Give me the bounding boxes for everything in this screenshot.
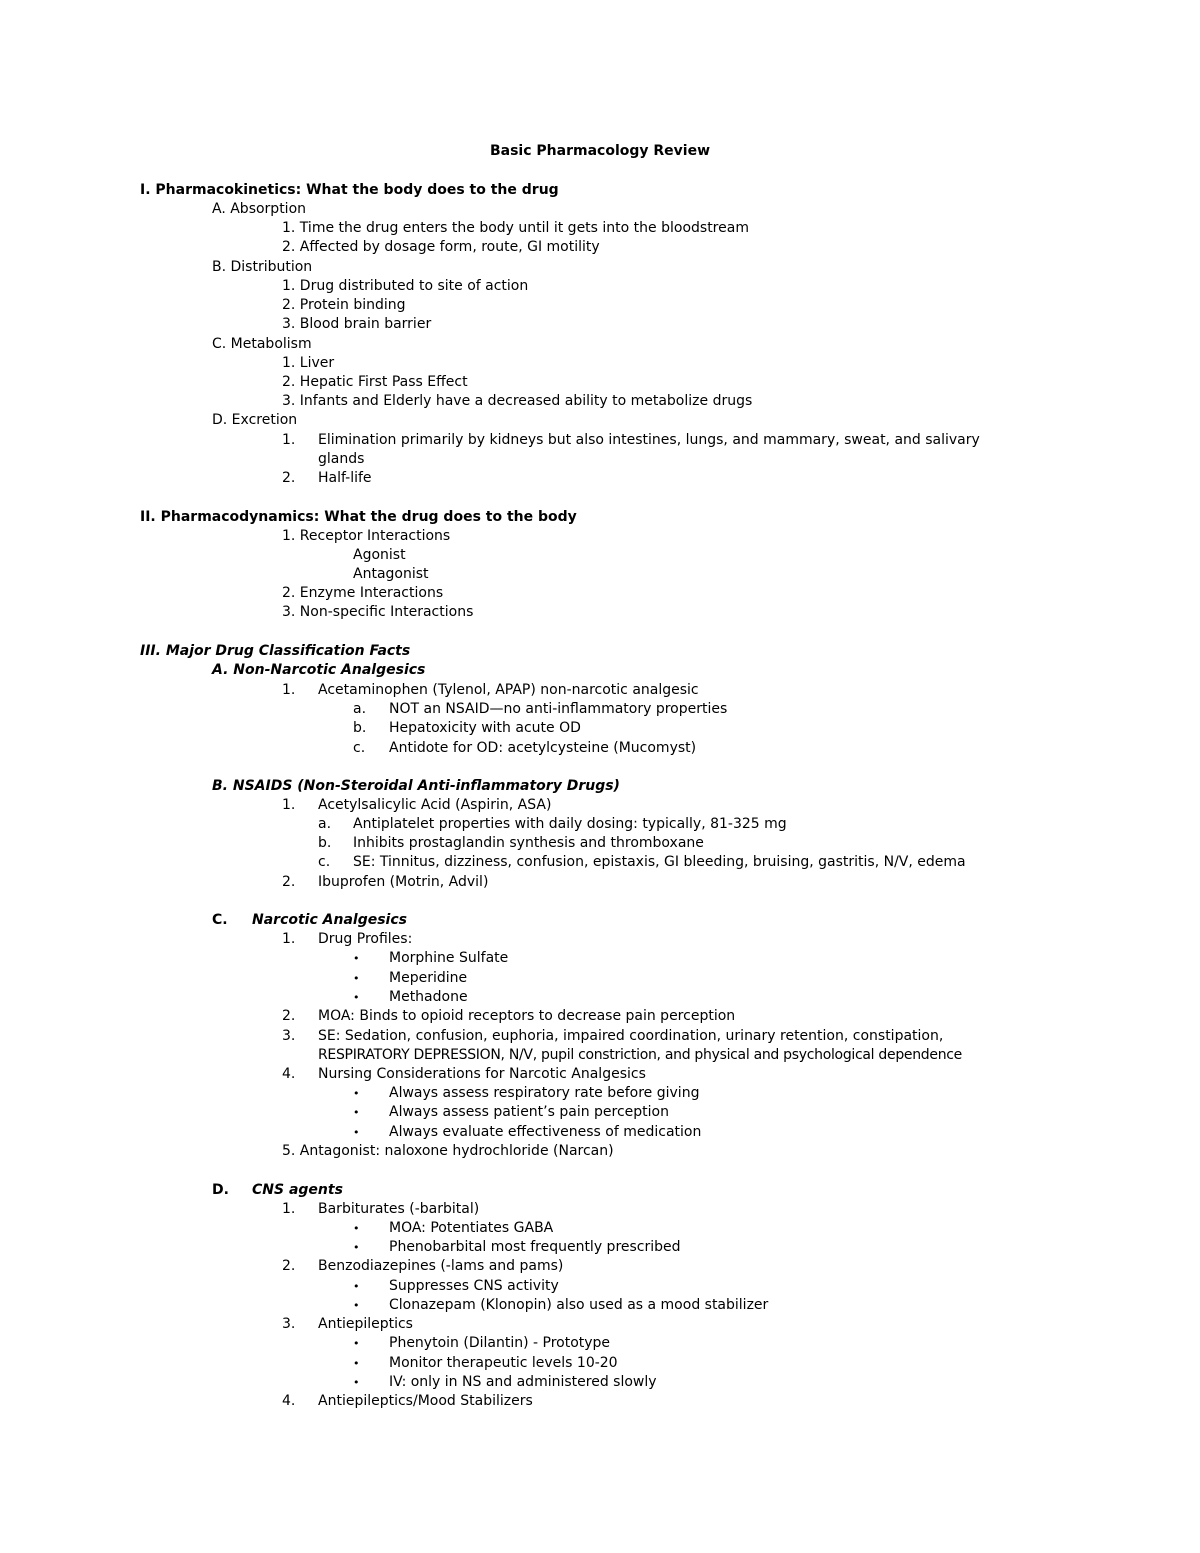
bullet-item: Phenytoin (Dilantin) - Prototype bbox=[389, 1335, 611, 1351]
list-item: Antiepileptics bbox=[318, 1316, 413, 1332]
bullet-item: Clonazepam (Klonopin) also used as a mood stabilizer bbox=[389, 1297, 769, 1313]
list-number: 4. bbox=[282, 1393, 296, 1409]
bullet-marker: • bbox=[353, 1106, 360, 1119]
list-item: Half-life bbox=[318, 470, 372, 486]
subheading-metabolism: C. Metabolism bbox=[212, 336, 312, 352]
list-item: MOA: Binds to opioid receptors to decrease pain perception bbox=[318, 1008, 736, 1024]
list-item: Ibuprofen (Motrin, Advil) bbox=[318, 874, 489, 890]
list-number: 4. bbox=[282, 1066, 296, 1082]
list-subitem: Antagonist bbox=[353, 566, 429, 582]
bullet-item: Meperidine bbox=[389, 970, 468, 986]
bullet-marker: • bbox=[353, 1337, 360, 1350]
subheading-distribution: B. Distribution bbox=[212, 259, 313, 275]
bullet-item: Always assess respiratory rate before giving bbox=[389, 1085, 700, 1101]
subheading-excretion: D. Excretion bbox=[212, 412, 298, 428]
list-item: 1. Liver bbox=[282, 355, 335, 371]
list-subitem: Agonist bbox=[353, 547, 406, 563]
list-item: Drug Profiles: bbox=[318, 931, 413, 947]
bullet-marker: • bbox=[353, 1126, 360, 1139]
section-heading-drug-classification: III. Major Drug Classification Facts bbox=[140, 643, 411, 659]
bullet-item: Always assess patient’s pain perception bbox=[389, 1104, 669, 1120]
list-item: 2. Affected by dosage form, route, GI motility bbox=[282, 239, 600, 255]
subheading-absorption: A. Absorption bbox=[212, 201, 307, 217]
bullet-marker: • bbox=[353, 1357, 360, 1370]
list-item: 1. Receptor Interactions bbox=[282, 528, 451, 544]
bullet-item: Phenobarbital most frequently prescribed bbox=[389, 1239, 681, 1255]
list-number: 1. bbox=[282, 432, 296, 448]
list-item: 2. Enzyme Interactions bbox=[282, 585, 444, 601]
list-subitem: Hepatoxicity with acute OD bbox=[389, 720, 581, 736]
bullet-item: Morphine Sulfate bbox=[389, 950, 509, 966]
list-letter: c. bbox=[318, 854, 331, 870]
list-item: Acetylsalicylic Acid (Aspirin, ASA) bbox=[318, 797, 552, 813]
list-number: 1. bbox=[282, 682, 296, 698]
list-item: SE: Sedation, confusion, euphoria, impaired coordination, urinary retention, constipation, bbox=[318, 1028, 944, 1044]
list-number: 1. bbox=[282, 1201, 296, 1217]
list-number: 2. bbox=[282, 470, 296, 486]
list-item: 5. Antagonist: naloxone hydrochloride (Narcan) bbox=[282, 1143, 614, 1159]
list-letter: a. bbox=[353, 701, 367, 717]
subheading-letter: D. bbox=[212, 1182, 229, 1198]
section-heading-pharmacokinetics: I. Pharmacokinetics: What the body does to the drug bbox=[140, 182, 559, 198]
list-item-continuation: RESPIRATORY DEPRESSION, N/V, pupil constriction, and physical and psychological dependence bbox=[318, 1047, 962, 1063]
bullet-marker: • bbox=[353, 1241, 360, 1254]
list-number: 3. bbox=[282, 1316, 296, 1332]
bullet-item: MOA: Potentiates GABA bbox=[389, 1220, 554, 1236]
list-number: 1. bbox=[282, 797, 296, 813]
bullet-marker: • bbox=[353, 991, 360, 1004]
list-item: Nursing Considerations for Narcotic Analgesics bbox=[318, 1066, 646, 1082]
section-heading-pharmacodynamics: II. Pharmacodynamics: What the drug does to the body bbox=[140, 509, 577, 525]
list-item: 2. Hepatic First Pass Effect bbox=[282, 374, 468, 390]
bullet-marker: • bbox=[353, 1087, 360, 1100]
bullet-marker: • bbox=[353, 1222, 360, 1235]
subheading-non-narcotic-analgesics: A. Non-Narcotic Analgesics bbox=[212, 662, 426, 678]
list-item: Antiepileptics/Mood Stabilizers bbox=[318, 1393, 533, 1409]
bullet-marker: • bbox=[353, 952, 360, 965]
list-item: Acetaminophen (Tylenol, APAP) non-narcotic analgesic bbox=[318, 682, 699, 698]
bullet-item: Suppresses CNS activity bbox=[389, 1278, 559, 1294]
list-number: 2. bbox=[282, 874, 296, 890]
list-item: 3. Blood brain barrier bbox=[282, 316, 432, 332]
list-subitem: SE: Tinnitus, dizziness, confusion, epistaxis, GI bleeding, bruising, gastritis, N/V, edema bbox=[353, 854, 966, 870]
bullet-item: Monitor therapeutic levels 10-20 bbox=[389, 1355, 618, 1371]
list-item: Benzodiazepines (-lams and pams) bbox=[318, 1258, 564, 1274]
list-letter: b. bbox=[318, 835, 332, 851]
bullet-item: Always evaluate effectiveness of medication bbox=[389, 1124, 702, 1140]
subheading-letter: C. bbox=[212, 912, 228, 928]
list-item: 1. Drug distributed to site of action bbox=[282, 278, 529, 294]
list-item: 3. Infants and Elderly have a decreased ability to metabolize drugs bbox=[282, 393, 753, 409]
list-item: 2. Protein binding bbox=[282, 297, 406, 313]
bullet-marker: • bbox=[353, 972, 360, 985]
document-title: Basic Pharmacology Review bbox=[489, 143, 711, 159]
bullet-item: IV: only in NS and administered slowly bbox=[389, 1374, 657, 1390]
list-letter: a. bbox=[318, 816, 332, 832]
subheading-narcotic-analgesics: Narcotic Analgesics bbox=[252, 912, 407, 928]
list-number: 2. bbox=[282, 1258, 296, 1274]
list-item: Barbiturates (-barbital) bbox=[318, 1201, 480, 1217]
list-letter: b. bbox=[353, 720, 367, 736]
bullet-marker: • bbox=[353, 1280, 360, 1293]
bullet-marker: • bbox=[353, 1299, 360, 1312]
list-subitem: NOT an NSAID—no anti-inflammatory properties bbox=[389, 701, 728, 717]
list-item: 3. Non-specific Interactions bbox=[282, 604, 474, 620]
list-item: 1. Time the drug enters the body until it gets into the bloodstream bbox=[282, 220, 749, 236]
list-subitem: Antiplatelet properties with daily dosing: typically, 81-325 mg bbox=[353, 816, 787, 832]
subheading-cns-agents: CNS agents bbox=[252, 1182, 343, 1198]
list-number: 2. bbox=[282, 1008, 296, 1024]
subheading-nsaids: B. NSAIDS (Non-Steroidal Anti-inflammatory Drugs) bbox=[212, 778, 620, 794]
list-subitem: Antidote for OD: acetylcysteine (Mucomyst) bbox=[389, 740, 697, 756]
list-item-continuation: glands bbox=[318, 451, 365, 467]
bullet-item: Methadone bbox=[389, 989, 468, 1005]
list-letter: c. bbox=[353, 740, 366, 756]
list-item: Elimination primarily by kidneys but also intestines, lungs, and mammary, sweat, and salivary bbox=[318, 432, 980, 448]
list-number: 1. bbox=[282, 931, 296, 947]
bullet-marker: • bbox=[353, 1376, 360, 1389]
list-subitem: Inhibits prostaglandin synthesis and thromboxane bbox=[353, 835, 704, 851]
list-number: 3. bbox=[282, 1028, 296, 1044]
